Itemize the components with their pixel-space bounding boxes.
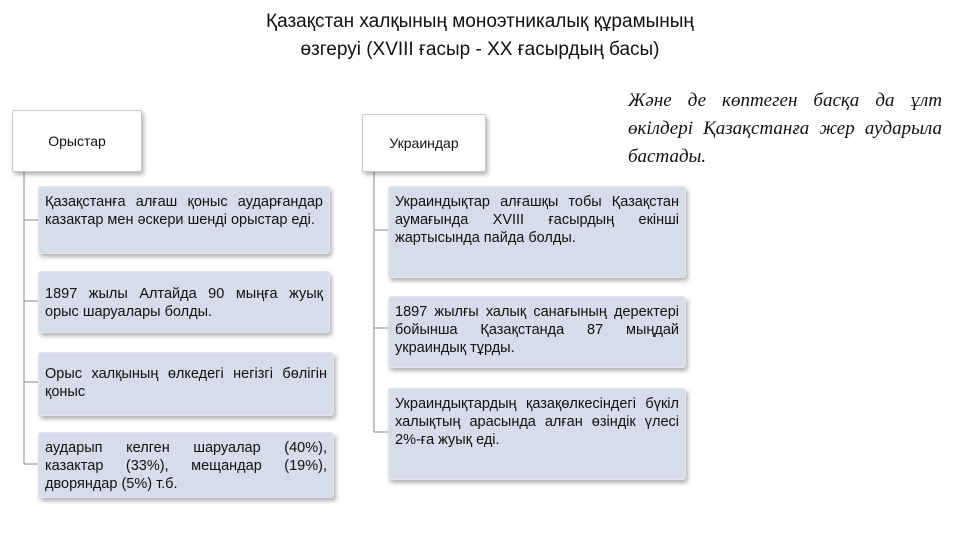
ukrainians-item-3: Украиндықтардың қазақөлкесіндегі бүкіл халықтың арасында алған өзіндік үлесі 2%-ға жуық еді. [388, 388, 686, 480]
ukrainians-item-2: 1897 жылғы халық санағының деректері бойынша Қазақстанда 87 мыңдай украиндық тұрды. [388, 296, 686, 368]
connector-ukrainians [374, 172, 388, 432]
russians-item-2: 1897 жылы Алтайда 90 мыңға жуық орыс шаруалары болды. [38, 271, 330, 333]
russians-item-4: аударып келген шаруалар (40%), казактар (33%), мещандар (19%), дворяндар (5%) т.б. [38, 432, 334, 498]
russians-item-1: Қазақстанға алғаш қоныс аударғандар казактар мен әскери шенді орыстар еді. [38, 186, 330, 254]
slide-title-line-1: Қазақстан халқының моноэтникалық құрамының [266, 11, 694, 32]
slide-title-line-2: өзгеруі (XVIII ғасыр - XX ғасырдың басы) [300, 39, 660, 60]
ukrainians-item-1: Украиндықтар алғашқы тобы Қазақстан аумағында XVIII ғасырдың екінші жартысында пайда болды. [388, 186, 686, 278]
group-header-russians [12, 110, 142, 172]
connector-russians [24, 172, 38, 464]
group-header-russians-label: Орыстар [48, 133, 106, 149]
group-header-ukrainians-label: Украиндар [389, 135, 459, 151]
side-note: Және де көптеген басқа да ұлт өкілдері Қазақстанға жер аударыла бастады. [628, 90, 942, 167]
russians-item-3: Орыс халқының өлкедегі негізгі бөлігін қоныс [38, 352, 334, 416]
group-header-ukrainians [362, 114, 486, 172]
